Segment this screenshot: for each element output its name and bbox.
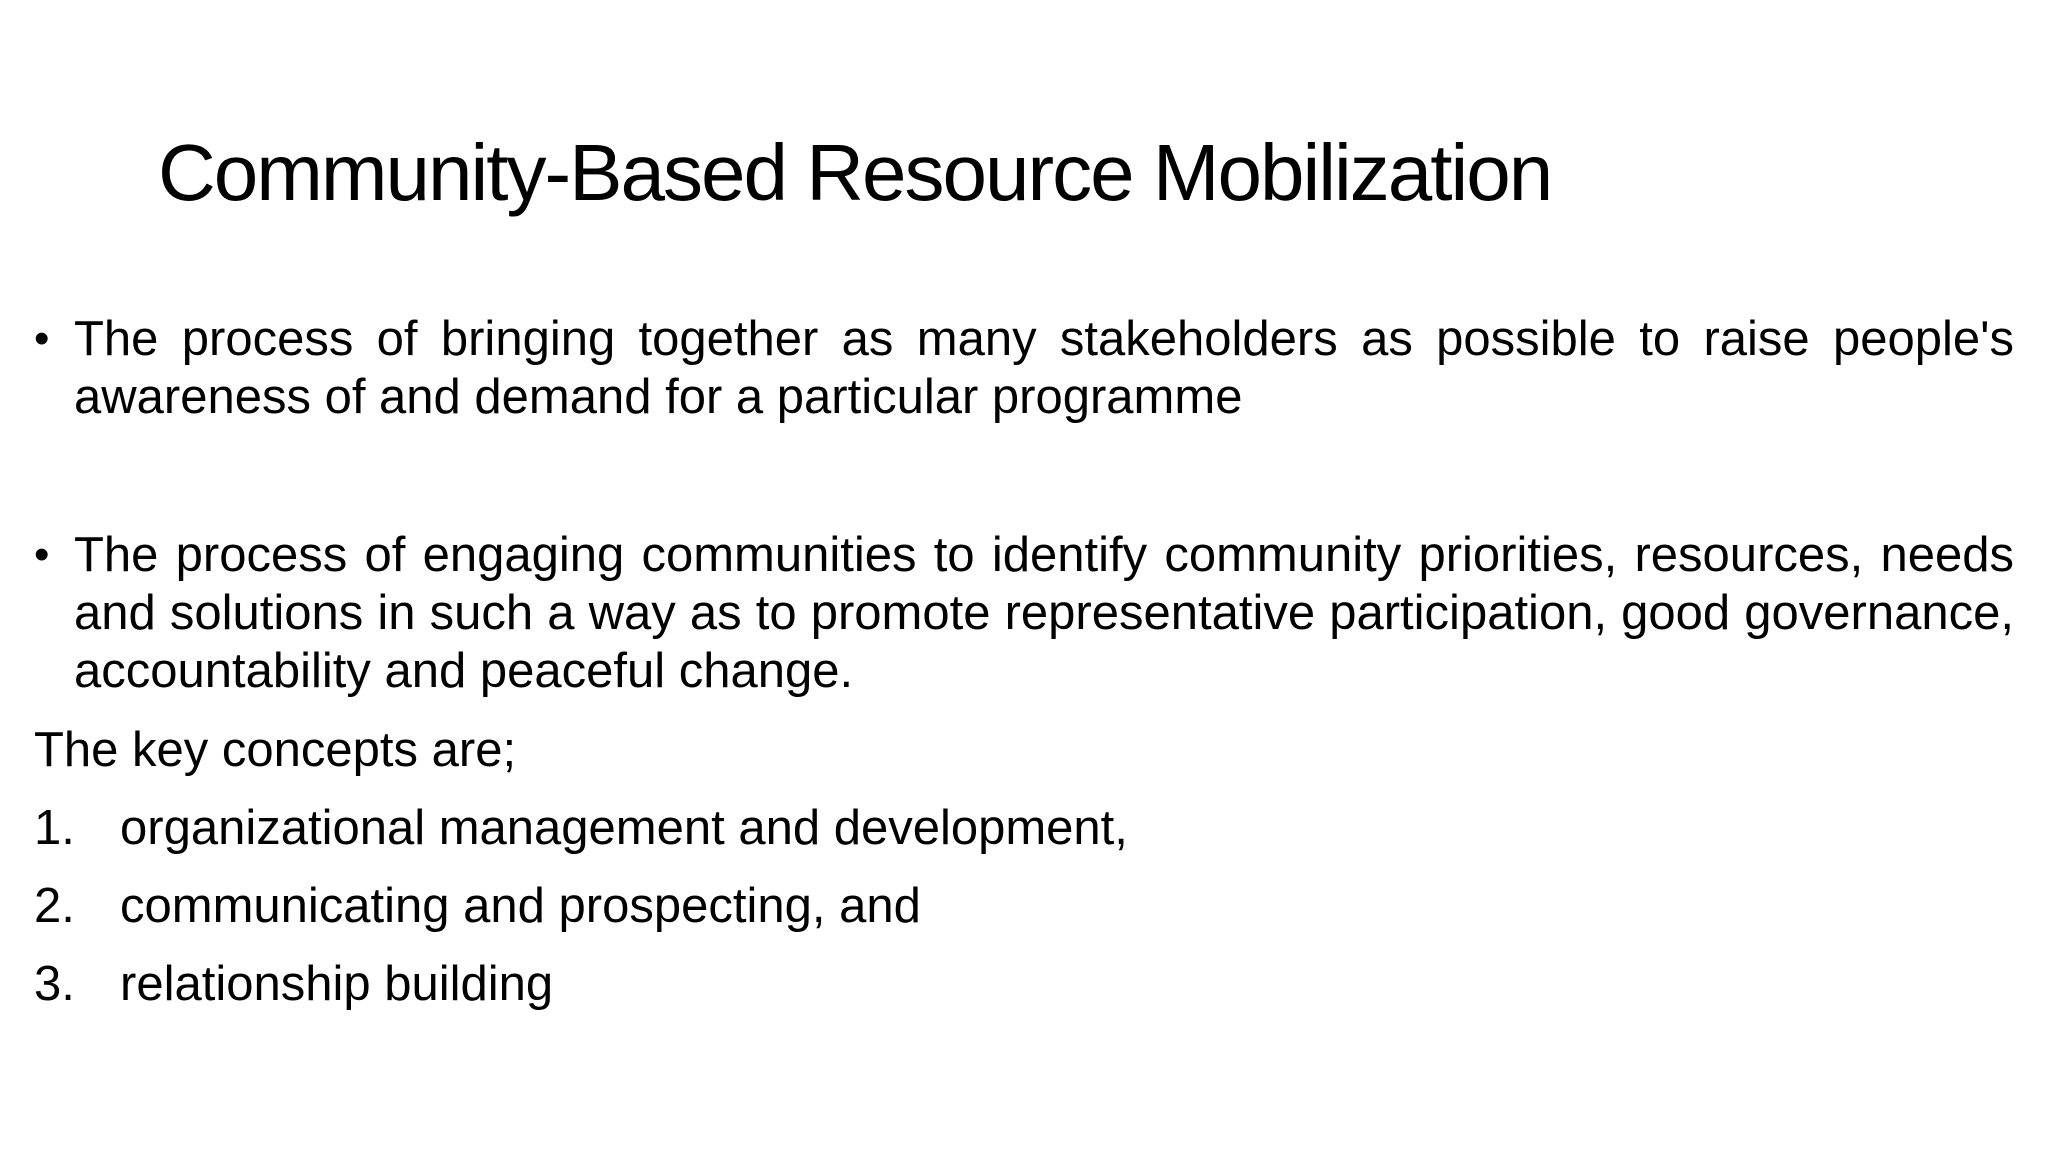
list-item	[34, 876, 2014, 936]
key-concepts-list	[34, 798, 2014, 1014]
bullet-icon: •	[34, 314, 50, 363]
bullet-text: The process of engaging communities to identify community priorities, resources, needs and solutions in such a way as to promote representative participation, good governance, accountability and peaceful change.	[74, 528, 2014, 698]
list-text: organizational management and development,	[120, 801, 1128, 855]
list-number: 1.	[34, 801, 75, 855]
list-number: 2.	[34, 879, 75, 933]
list-number: 3.	[34, 957, 75, 1011]
bullet-text: The process of bringing together as many stakeholders as possible to raise people's awareness of and demand for a particular programme	[74, 312, 2014, 424]
list-text: relationship building	[120, 957, 554, 1011]
key-concepts-intro: The key concepts are;	[34, 723, 517, 777]
list-item	[34, 954, 2014, 1014]
bullet-item	[34, 526, 2014, 700]
list-item	[34, 798, 2014, 858]
bullet-icon: •	[34, 530, 50, 579]
bullet-item	[34, 310, 2014, 426]
list-text: communicating and prospecting, and	[120, 879, 921, 933]
slide-title: Community-Based Resource Mobilization	[158, 128, 1552, 217]
slide-body	[34, 310, 2014, 1032]
